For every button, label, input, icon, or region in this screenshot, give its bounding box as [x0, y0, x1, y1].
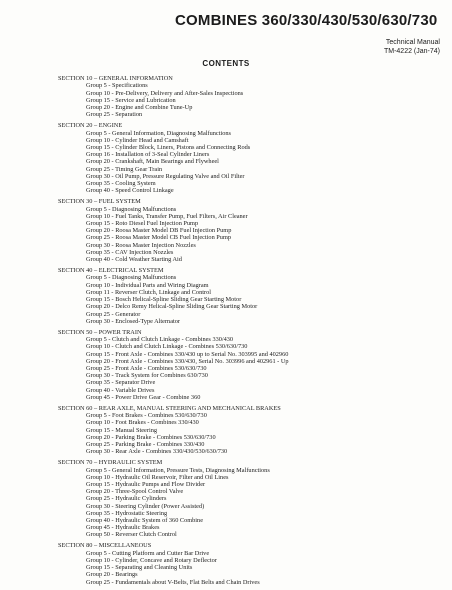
contents-heading: CONTENTS: [202, 59, 250, 68]
group-entry: Group 25 - Generator: [86, 310, 141, 318]
group-entry: Group 15 - Manual Steering: [86, 426, 157, 434]
group-entry: Group 15 - Cylinder Block, Liners, Pistons and Connecting Rods: [86, 144, 251, 152]
group-entry: Group 20 - Crankshaft, Main Bearings and Flywheel: [86, 158, 219, 166]
group-entry: Group 40 - Cold Weather Starting Aid: [86, 256, 182, 264]
group-entry: Group 40 - Speed Control Linkage: [86, 187, 174, 195]
group-entry: Group 30 - Oil Pump, Pressure Regulating Valve and Oil Filter: [86, 172, 245, 180]
section-title: SECTION 50 – POWER TRAIN: [58, 328, 142, 336]
toc-section: [58, 459, 448, 538]
group-entry: Group 5 - Clutch and Clutch Linkage - Combines 330/430: [86, 336, 234, 344]
group-entry: Group 10 - Hydraulic Oil Reservoir, Filter and Oil Lines: [86, 473, 229, 481]
manual-label: Technical Manual: [385, 39, 440, 46]
section-title: SECTION 80 – MISCELLANEOUS: [58, 542, 152, 550]
section-title: SECTION 20 – ENGINE: [58, 122, 123, 130]
group-entry: Group 5 - Foot Brakes - Combines 530/630/730: [86, 412, 207, 420]
group-entry: Group 16 - Installation of 3-Seal Cylinder Liners: [86, 151, 210, 159]
group-entry: Group 35 - Separator Drive: [86, 379, 156, 387]
group-entry: Group 20 - Engine and Combine Tune-Up: [86, 104, 193, 112]
group-entry: Group 45 - Hydraulic Brakes: [86, 524, 160, 532]
group-entry: Group 35 - Hydrostatic Steering: [86, 509, 168, 517]
group-entry: Group 10 - Individual Parts and Wiring Diagram: [86, 281, 209, 289]
table-of-contents: [58, 75, 448, 590]
group-entry: Group 25 - Separation: [86, 111, 143, 119]
toc-section: [58, 267, 448, 325]
group-entry: Group 10 - Fuel Tanks, Transfer Pump, Fuel Filters, Air Cleaner: [86, 212, 248, 220]
group-entry: Group 30 - Steering Cylinder (Power Assisted): [86, 502, 205, 510]
group-entry: Group 15 - Roto Diesel Fuel Injection Pump: [86, 220, 199, 228]
group-entry: Group 50 - Reverser Clutch Control: [86, 531, 177, 539]
section-title: SECTION 70 – HYDRAULIC SYSTEM: [58, 459, 163, 467]
manual-info: [384, 39, 440, 56]
group-entry: Group 30 - Roosa Master Injection Nozzles: [86, 241, 196, 249]
group-entry: Group 5 - Diagnosing Malfunctions: [86, 205, 177, 213]
group-entry: Group 30 - Rear Axle - Combines 330/430/530/630/730: [86, 448, 228, 456]
group-entry: Group 5 - General Information, Diagnosing Malfunctions: [86, 129, 231, 137]
group-entry: Group 10 - Pre-Delivery, Delivery and After-Sales Inspections: [86, 89, 244, 97]
group-entry: Group 25 - Parking Brake - Combines 330/430: [86, 440, 205, 448]
manual-number: TM-4222 (Jan-74): [383, 47, 440, 55]
group-entry: Group 35 - CAV Injection Nozzles: [86, 248, 174, 256]
toc-section: [58, 122, 448, 194]
group-entry: Group 15 - Front Axle - Combines 330/430 up to Serial No. 303995 and 402960: [86, 350, 289, 358]
group-entry: Group 5 - Diagnosing Malfunctions: [86, 274, 177, 282]
group-entry: Group 5 - General Information, Pressure Tests, Diagnosing Malfunctions: [86, 466, 270, 474]
group-entry: Group 40 - Hydraulic System of 360 Combine: [86, 516, 204, 524]
group-entry: Group 25 - Timing Gear Train: [86, 165, 163, 173]
group-entry: Group 5 - Specifications: [86, 82, 148, 90]
toc-section: [58, 198, 448, 263]
group-entry: Group 25 - Fundamentals about V-Belts, Flat Belts and Chain Drives: [86, 578, 260, 586]
group-entry: Group 45 - Power Drive Gear - Combine 360: [86, 393, 201, 401]
group-entry: Group 10 - Cylinder, Concave and Rotary Deflector: [86, 557, 217, 564]
group-entry: Group 20 - Front Axle - Combines 330/430, Serial No. 303996 and 402961 - Up: [86, 357, 289, 365]
group-entry: Group 25 - Front Axle - Combines 530/630/730: [86, 364, 207, 372]
group-entry: Group 20 - Three-Spool Control Valve: [86, 488, 184, 496]
group-entry: Group 15 - Service and Lubrication: [86, 96, 176, 104]
group-entry: Group 20 - Roosa Master Model DB Fuel Injection Pump: [86, 227, 232, 235]
toc-section: [58, 405, 448, 456]
group-entry: Group 25 - Roosa Master Model CB Fuel Injection Pump: [86, 234, 231, 242]
document-title: COMBINES 360/330/430/530/630/730: [175, 12, 438, 29]
section-title: SECTION 10 – GENERAL INFORMATION: [58, 75, 173, 82]
toc-section: [58, 329, 448, 401]
group-entry: Group 30 - Enclosed-Type Alternator: [86, 317, 180, 325]
group-entry: Group 25 - Hydraulic Cylinders: [86, 495, 167, 503]
group-entry: Group 15 - Hydraulic Pumps and Flow Divider: [86, 480, 206, 488]
group-entry: Group 15 - Bosch Helical-Spline Sliding Gear Starting Motor: [86, 296, 242, 304]
group-entry: Group 10 - Cylinder Head and Camshaft: [86, 136, 189, 144]
group-entry: Group 20 - Bearings: [86, 571, 138, 579]
section-title: SECTION 30 – FUEL SYSTEM: [58, 198, 141, 206]
section-title: SECTION 60 – REAR AXLE, MANUAL STEERING AND MECHANICAL BRAKES: [58, 404, 281, 412]
group-entry: Group 15 - Separating and Cleaning Units: [86, 564, 193, 572]
toc-section: [58, 75, 448, 118]
group-entry: Group 20 - Parking Brake - Combines 530/630/730: [86, 433, 216, 441]
group-entry: Group 40 - Variable Drives: [86, 386, 155, 394]
toc-section: [58, 542, 448, 585]
section-title: SECTION 40 – ELECTRICAL SYSTEM: [58, 267, 164, 275]
group-entry: Group 35 - Cooling System: [86, 180, 156, 188]
group-entry: Group 30 - Track System for Combines 630/730: [86, 372, 208, 380]
group-entry: Group 5 - Cutting Platform and Cutter Bar Drive: [86, 549, 210, 557]
group-entry: Group 10 - Clutch and Clutch Linkage - Combines 530/630/730: [86, 343, 248, 351]
group-entry: Group 11 - Reverser Clutch, Linkage and Control: [86, 288, 211, 296]
group-entry: Group 20 - Delco Remy Helical-Spline Sliding Gear Starting Motor: [86, 303, 258, 311]
group-entry: Group 10 - Foot Brakes - Combines 330/430: [86, 419, 199, 427]
